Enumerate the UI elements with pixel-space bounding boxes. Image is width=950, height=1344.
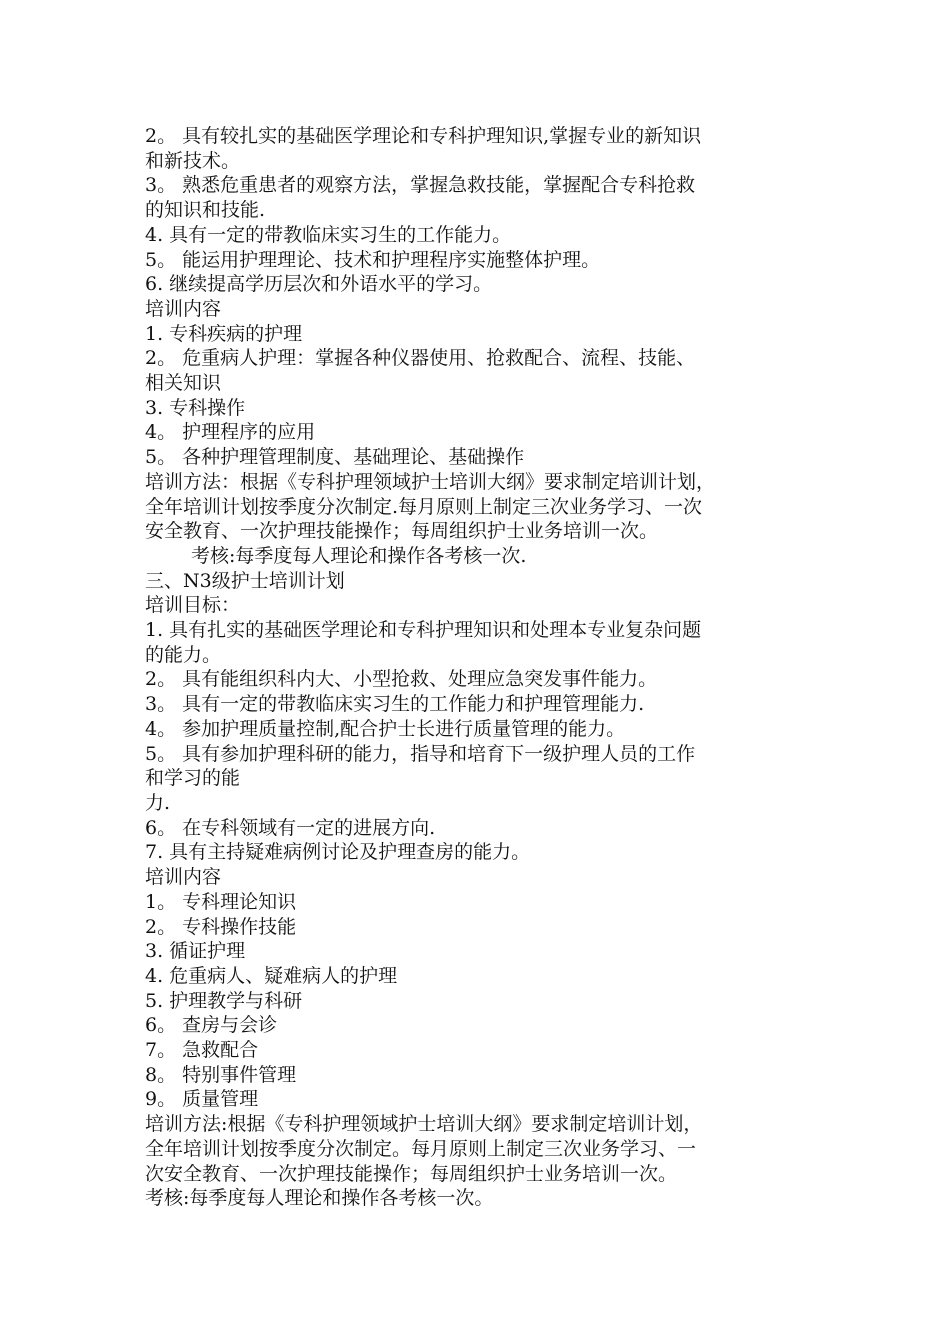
text-line: 4. 危重病人、疑难病人的护理 [145,964,398,987]
text-line: 7. 具有主持疑难病例讨论及护理查房的能力。 [145,841,531,864]
text-line: 5。 各种护理管理制度、基础理论、基础操作 [145,446,525,469]
text-line: 全年培训计划按季度分次制定.每月原则上制定三次业务学习、一次 [145,495,703,518]
text-line: 安全教育、一次护理技能操作；每周组织护士业务培训一次。 [145,520,659,543]
text-line: 6. 继续提高学历层次和外语水平的学习。 [145,273,493,296]
text-line: 8。 特别事件管理 [145,1063,297,1086]
text-line: 考核:每季度每人理论和操作各考核一次. [191,544,527,567]
text-line: 9。 质量管理 [145,1088,259,1111]
text-line: 1. 具有扎实的基础医学理论和专科护理知识和处理本专业复杂问题 [145,619,702,642]
text-line: 4。 护理程序的应用 [145,421,316,444]
text-line: 1. 专科疾病的护理 [145,322,303,345]
text-line: 的能力。 [145,643,222,666]
text-line: 的知识和技能. [145,199,266,222]
text-line: 全年培训计划按季度分次制定。每月原则上制定三次业务学习、一 [145,1137,697,1160]
text-line: 5。 具有参加护理科研的能力，指导和培育下一级护理人员的工作 [145,742,696,765]
text-line: 4。 参加护理质量控制,配合护士长进行质量管理的能力。 [145,717,626,740]
text-line: 6。 在专科领域有一定的进展方向. [145,816,436,839]
section-heading: 三、N3级护士培训计划 [145,569,345,592]
text-line: 6。 查房与会诊 [145,1014,278,1037]
text-line: 和学习的能 [145,767,241,790]
text-line: 和新技术。 [145,149,241,172]
text-line: 2。 危重病人护理：掌握各种仪器使用、抢救配合、流程、技能、 [145,347,696,370]
text-line: 力. [145,791,171,814]
text-line: 7。 急救配合 [145,1039,259,1062]
text-line: 2。 具有能组织科内大、小型抢救、处理应急突发事件能力。 [145,668,658,691]
section-heading: 培训内容 [145,866,222,889]
text-line: 培训方法：根据《专科护理领域护士培训大纲》要求制定培训计划， [145,470,716,493]
text-line: 4. 具有一定的带教临床实习生的工作能力。 [145,223,512,246]
text-line: 5. 护理教学与科研 [145,989,303,1012]
text-line: 次安全教育、一次护理技能操作；每周组织护士业务培训一次。 [145,1162,678,1185]
text-line: 3. 专科操作 [145,396,246,419]
text-line: 3。 具有一定的带教临床实习生的工作能力和护理管理能力. [145,693,645,716]
text-line: 培训方法:根据《专科护理领域护士培训大纲》要求制定培训计划， [145,1113,703,1136]
text-line: 1。 专科理论知识 [145,890,297,913]
text-line: 相关知识 [145,372,222,395]
section-heading: 培训目标： [145,594,241,617]
text-line: 5。 能运用护理理论、技术和护理程序实施整体护理。 [145,248,601,271]
text-line: 3。 熟悉危重患者的观察方法，掌握急救技能，掌握配合专科抢救 [145,174,696,197]
document-body [145,124,810,1211]
text-line: 2。 具有较扎实的基础医学理论和专科护理知识,掌握专业的新知识 [145,125,702,147]
text-line: 2。 专科操作技能 [145,915,297,938]
section-heading: 培训内容 [145,297,222,320]
text-line: 考核:每季度每人理论和操作各考核一次。 [145,1187,494,1210]
text-line: 3. 循证护理 [145,940,246,963]
